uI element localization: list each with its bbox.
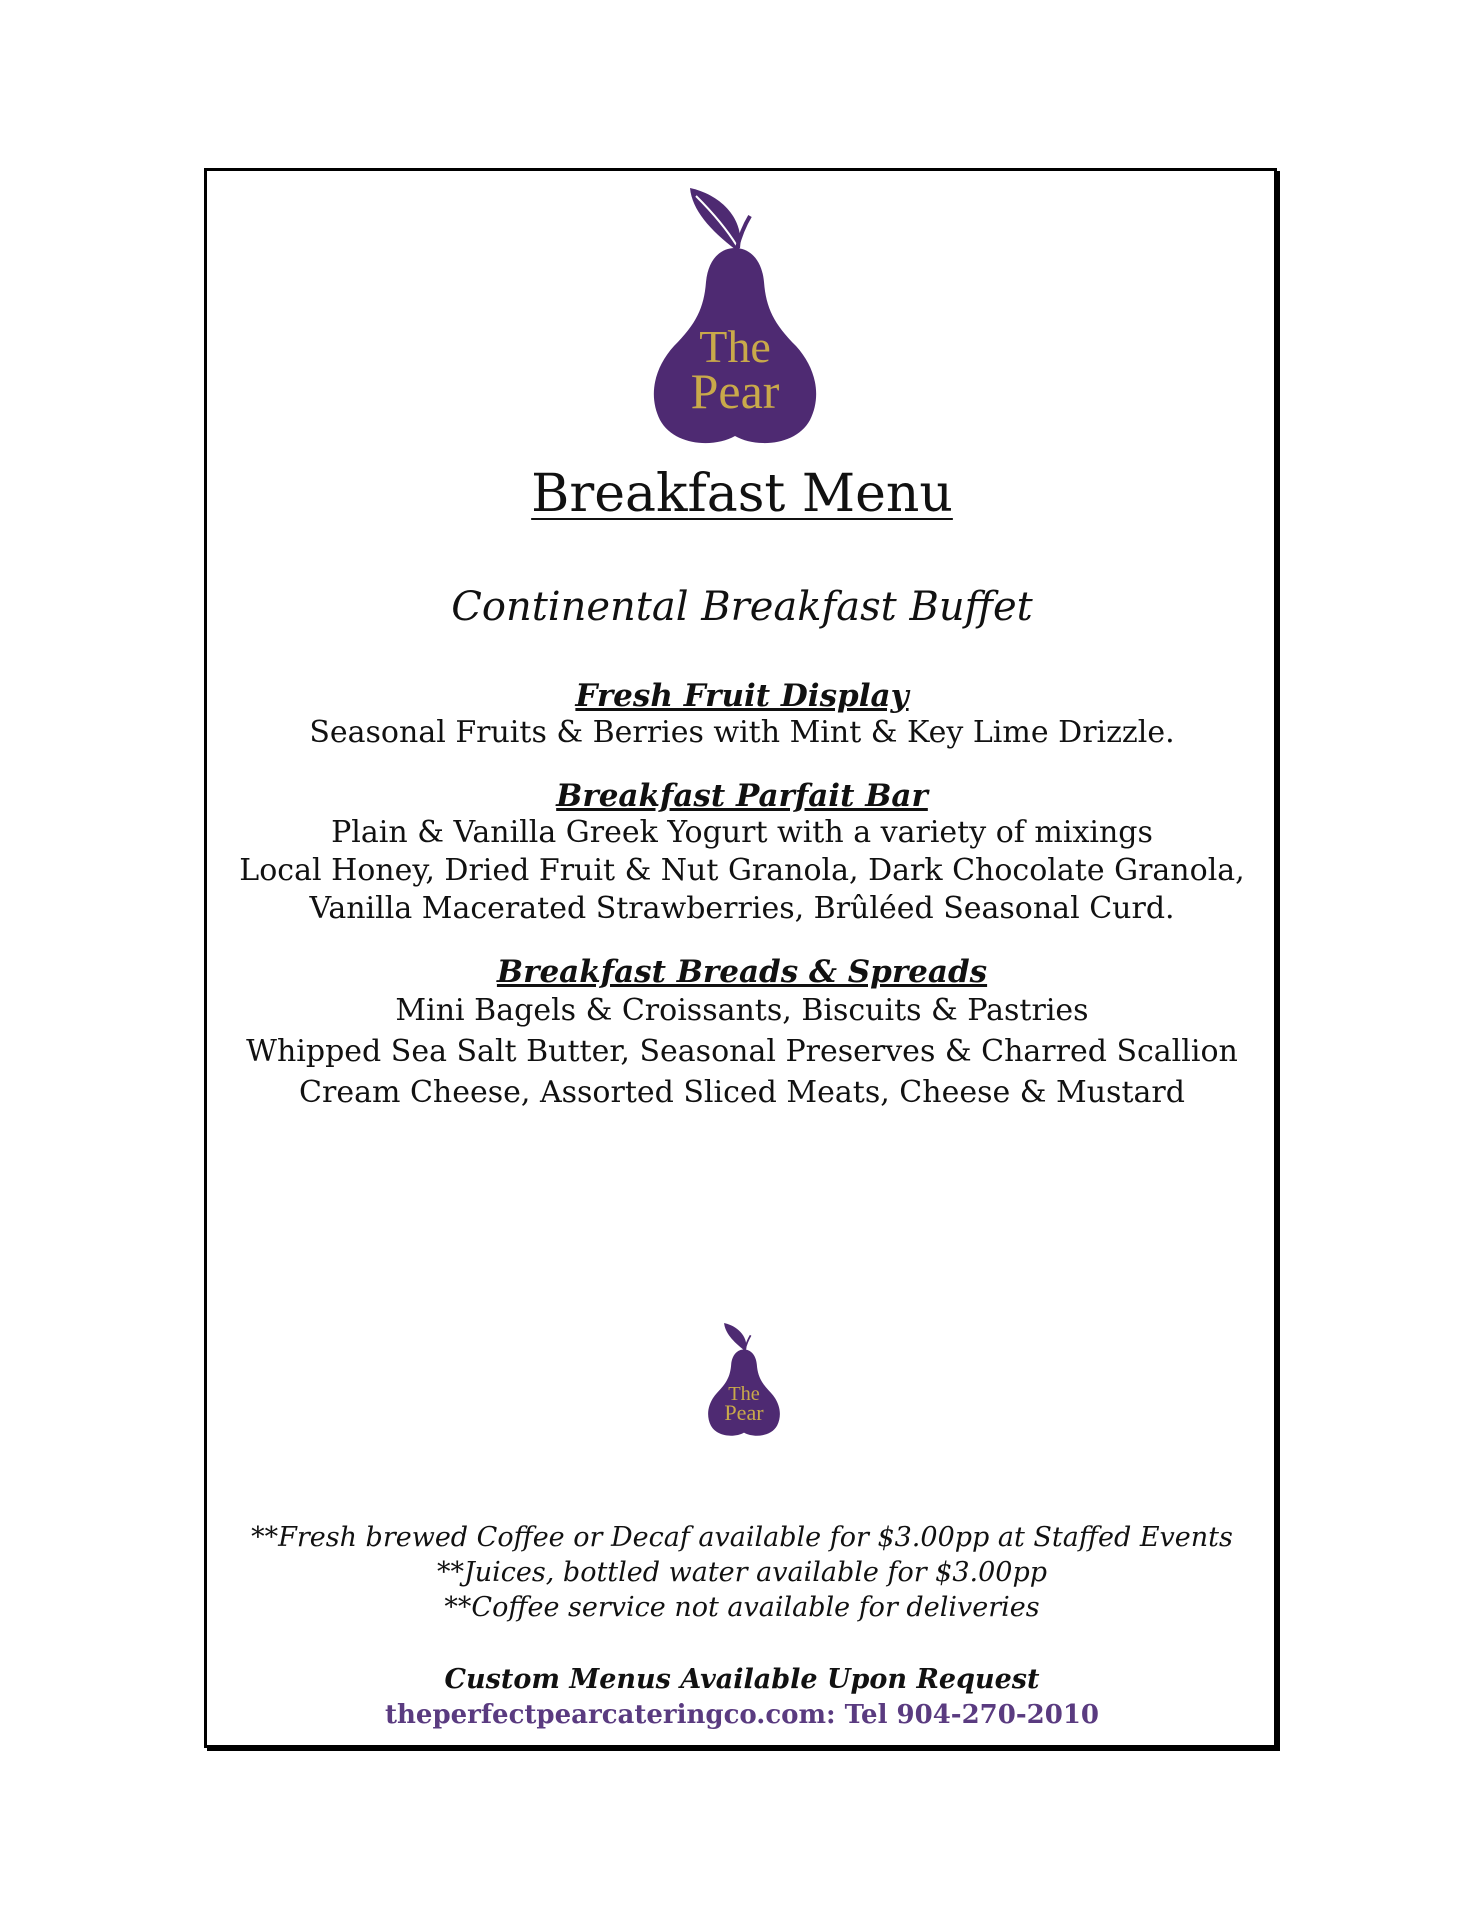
section-heading: Breakfast Parfait Bar [556, 778, 928, 814]
menu-sections [204, 678, 1280, 1113]
logo-text-pear: Pear [690, 363, 780, 419]
logo-text-pear: Pear [724, 1400, 764, 1426]
section-heading: Breakfast Breads & Spreads [496, 954, 988, 990]
section-line: Local Honey, Dried Fruit & Nut Granola, Dark Chocolate Granola, [239, 853, 1245, 888]
logo-text-the: The [728, 1382, 760, 1405]
pear-logo [640, 186, 830, 448]
page-title: Breakfast Menu [531, 464, 953, 524]
section-line: Mini Bagels & Croissants, Biscuits & Pastries [395, 993, 1089, 1028]
pear-logo-small [702, 1318, 786, 1442]
section-fresh-fruit [204, 678, 1280, 752]
section-parfait-bar [204, 778, 1280, 928]
section-line: Cream Cheese, Assorted Sliced Meats, Cheese & Mustard [299, 1075, 1185, 1110]
footnotes [204, 1520, 1280, 1625]
pear-leaf-icon [724, 1323, 746, 1350]
custom-menus-note: Custom Menus Available Upon Request [444, 1664, 1040, 1695]
menu-subtitle: Continental Breakfast Buffet [451, 584, 1033, 630]
logo-text-the: The [699, 321, 771, 372]
section-line: Seasonal Fruits & Berries with Mint & Key Lime Drizzle. [309, 715, 1175, 750]
footnote-line: **Fresh brewed Coffee or Decaf available for $3.00pp at Staffed Events [251, 1522, 1233, 1553]
section-heading: Fresh Fruit Display [575, 678, 909, 714]
section-line: Vanilla Macerated Strawberries, Brûléed Seasonal Curd. [309, 891, 1175, 926]
section-breads-spreads [204, 954, 1280, 1113]
footnote-line: **Coffee service not available for deliveries [444, 1592, 1040, 1623]
section-line: Whipped Sea Salt Butter, Seasonal Preserves & Charred Scallion [246, 1034, 1238, 1069]
footnote-line: **Juices, bottled water available for $3.00pp [436, 1557, 1048, 1588]
section-line: Plain & Vanilla Greek Yogurt with a variety of mixings [331, 815, 1153, 850]
contact-info[interactable]: theperfectpearcateringco.com: Tel 904-270-2010 [384, 1700, 1100, 1730]
